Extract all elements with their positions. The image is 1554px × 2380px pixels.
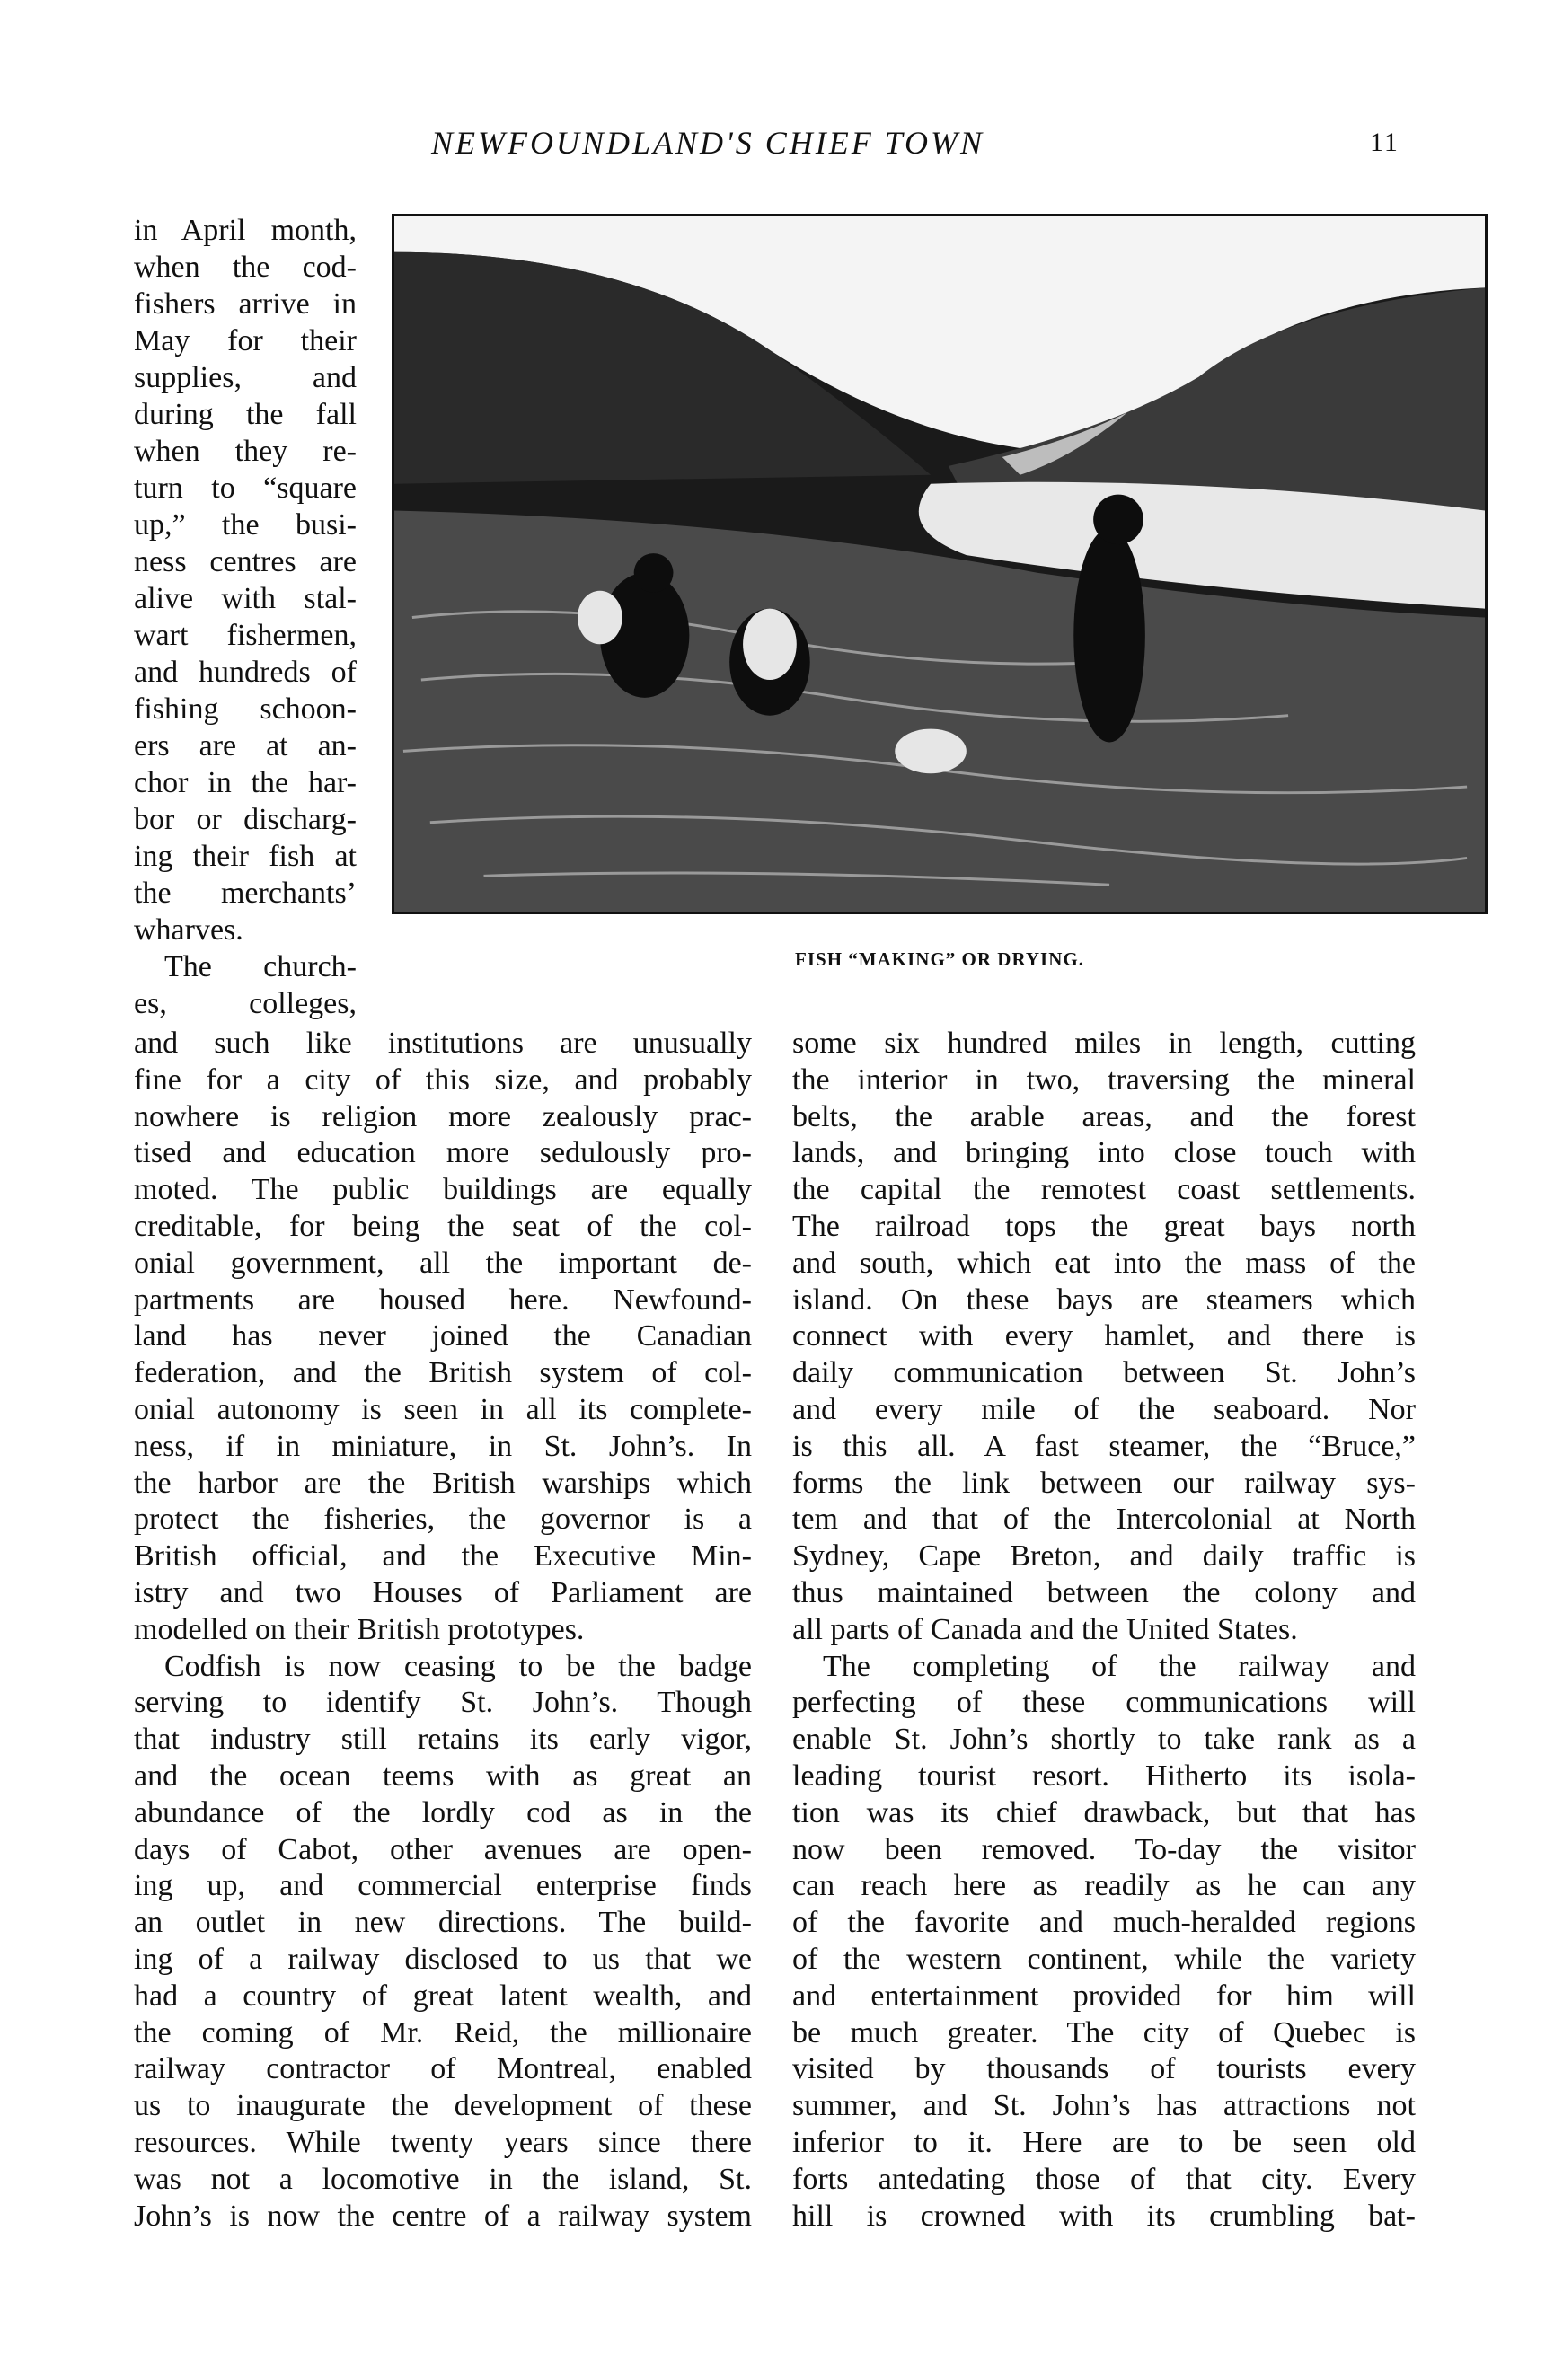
text-line: onial government, all the important de- — [134, 1246, 752, 1280]
text-line: moted. The public buildings are equally — [134, 1173, 752, 1207]
text-line: modelled on their British prototypes. — [134, 1612, 585, 1646]
text-line: in April month, — [134, 214, 357, 247]
text-line: the harbor are the British warships which — [134, 1466, 752, 1500]
text-line: belts, the arable areas, and the forest — [792, 1099, 1416, 1133]
text-line: resources. While twenty years since there — [134, 2125, 752, 2159]
text-line: summer, and St. John’s has attractions not — [792, 2089, 1416, 2123]
text-line: of the western continent, while the variety — [792, 1942, 1416, 1976]
paragraph — [134, 1026, 752, 1649]
text-line: all parts of Canada and the United States. — [792, 1612, 1298, 1646]
text-line: turn to “square — [134, 472, 357, 505]
page-number: 11 — [1370, 128, 1399, 157]
text-line: ing of a railway disclosed to us that we — [134, 1942, 752, 1976]
text-line: when the cod- — [134, 251, 357, 284]
text-line: ers are at an- — [134, 729, 357, 762]
text-line: istry and two Houses of Parliament are — [134, 1575, 752, 1609]
text-line: some six hundred miles in length, cutting — [792, 1027, 1416, 1060]
text-line: The church- — [164, 950, 357, 983]
text-line: when they re- — [134, 435, 357, 468]
text-line: British official, and the Executive Min- — [134, 1539, 752, 1573]
text-line: forts antedating those of that city. Every — [792, 2162, 1416, 2196]
paragraph — [792, 1026, 1416, 1649]
text-line: thus maintained between the colony and — [792, 1575, 1416, 1609]
text-line: fine for a city of this size, and probably — [134, 1062, 752, 1097]
text-line: had a country of great latent wealth, and — [134, 1979, 752, 2013]
text-line: fishers arrive in — [134, 287, 357, 321]
text-line: and south, which eat into the mass of the — [792, 1246, 1416, 1280]
text-line: chor in the har- — [134, 766, 357, 799]
text-line: railway contractor of Montreal, enabled — [134, 2052, 752, 2086]
text-line: alive with stal- — [134, 582, 357, 615]
text-line: wart fishermen, — [134, 619, 357, 652]
text-line: inferior to it. Here are to be seen old — [792, 2125, 1416, 2159]
paragraph — [134, 1649, 752, 2235]
text-line: fishing schoon- — [134, 692, 357, 726]
text-line: lands, and bringing into close touch with — [792, 1136, 1416, 1170]
text-line: and every mile of the seaboard. Nor — [792, 1392, 1416, 1426]
text-line: visited by thousands of tourists every — [792, 2052, 1416, 2086]
text-line: protect the fisheries, the governor is a — [134, 1503, 752, 1537]
text-line: Codfish is now ceasing to be the badge — [164, 1649, 752, 1683]
text-line: Sydney, Cape Breton, and daily traffic is — [792, 1539, 1416, 1573]
text-line: that industry still retains its early vigor, — [134, 1723, 752, 1757]
text-line: May for their — [134, 324, 357, 357]
paragraph — [134, 948, 357, 1022]
photograph-fish-drying — [392, 214, 1488, 914]
text-line: the capital the remotest coast settlements. — [792, 1173, 1416, 1207]
text-line: ing their fish at — [134, 840, 357, 873]
text-line: tem and that of the Intercolonial at North — [792, 1503, 1416, 1537]
text-line: John’s is now the centre of a railway system — [134, 2199, 752, 2233]
text-line: The railroad tops the great bays north — [792, 1209, 1416, 1243]
text-line: now been removed. To-day the visitor — [792, 1832, 1416, 1866]
text-line: the coming of Mr. Reid, the millionaire — [134, 2015, 752, 2049]
paragraph — [792, 1649, 1416, 2235]
figure-caption: FISH “MAKING” OR DRYING. — [795, 948, 1084, 970]
running-title: NEWFOUNDLAND'S CHIEF TOWN — [431, 125, 985, 161]
left-text-column — [134, 1026, 752, 2235]
text-line: island. On these bays are steamers which — [792, 1283, 1416, 1317]
text-line: and hundreds of — [134, 656, 357, 689]
harbor-photo-illustration — [394, 216, 1485, 912]
text-line: be much greater. The city of Quebec is — [792, 2015, 1416, 2049]
text-line: tised and education more sedulously pro- — [134, 1136, 752, 1170]
text-line: serving to identify St. John’s. Though — [134, 1686, 752, 1720]
text-line: partments are housed here. Newfound- — [134, 1283, 752, 1317]
text-line: is this all. A fast steamer, the “Bruce,” — [792, 1429, 1416, 1463]
text-line: ing up, and commercial enterprise finds — [134, 1869, 752, 1903]
text-line: days of Cabot, other avenues are open- — [134, 1832, 752, 1866]
text-line: an outlet in new directions. The build- — [134, 1906, 752, 1940]
text-line: creditable, for being the seat of the col- — [134, 1209, 752, 1243]
text-line: was not a locomotive in the island, St. — [134, 2162, 752, 2196]
text-line: ness, if in miniature, in St. John’s. In — [134, 1429, 752, 1463]
text-line: abundance of the lordly cod as in the — [134, 1795, 752, 1829]
text-line: during the fall — [134, 398, 357, 431]
text-line: and the ocean teems with as great an — [134, 1759, 752, 1793]
text-line: ness centres are — [134, 545, 357, 578]
text-line: es, colleges, — [134, 987, 357, 1020]
text-line: tion was its chief drawback, but that has — [792, 1795, 1416, 1829]
text-line: up,” the busi- — [134, 508, 357, 542]
text-line: supplies, and — [134, 361, 357, 394]
text-line: and entertainment provided for him will — [792, 1979, 1416, 2013]
text-line: us to inaugurate the development of these — [134, 2089, 752, 2123]
text-line: can reach here as readily as he can any — [792, 1869, 1416, 1903]
text-line: daily communication between St. John’s — [792, 1356, 1416, 1390]
text-line: wharves. — [134, 913, 243, 947]
text-line: perfecting of these communications will — [792, 1686, 1416, 1720]
right-text-column — [792, 1026, 1416, 2235]
text-line: connect with every hamlet, and there is — [792, 1319, 1416, 1353]
text-line: leading tourist resort. Hitherto its isola- — [792, 1759, 1416, 1793]
running-header — [0, 124, 1554, 169]
text-line: enable St. John’s shortly to take rank as a — [792, 1723, 1416, 1757]
text-line: forms the link between our railway sys- — [792, 1466, 1416, 1500]
text-line: bor or discharg- — [134, 803, 357, 836]
text-line: hill is crowned with its crumbling bat- — [792, 2199, 1416, 2233]
text-line: land has never joined the Canadian — [134, 1319, 752, 1353]
text-line: and such like institutions are unusually — [134, 1027, 752, 1060]
text-line: the interior in two, traversing the mineral — [792, 1062, 1416, 1097]
narrow-text-column — [134, 212, 357, 1022]
text-line: federation, and the British system of col- — [134, 1356, 752, 1390]
text-line: the merchants’ — [134, 877, 357, 910]
text-line: nowhere is religion more zealously prac- — [134, 1099, 752, 1133]
text-line: onial autonomy is seen in all its complete- — [134, 1392, 752, 1426]
paragraph — [134, 212, 357, 948]
text-line: The completing of the railway and — [823, 1649, 1416, 1683]
text-line: of the favorite and much-heralded regions — [792, 1906, 1416, 1940]
